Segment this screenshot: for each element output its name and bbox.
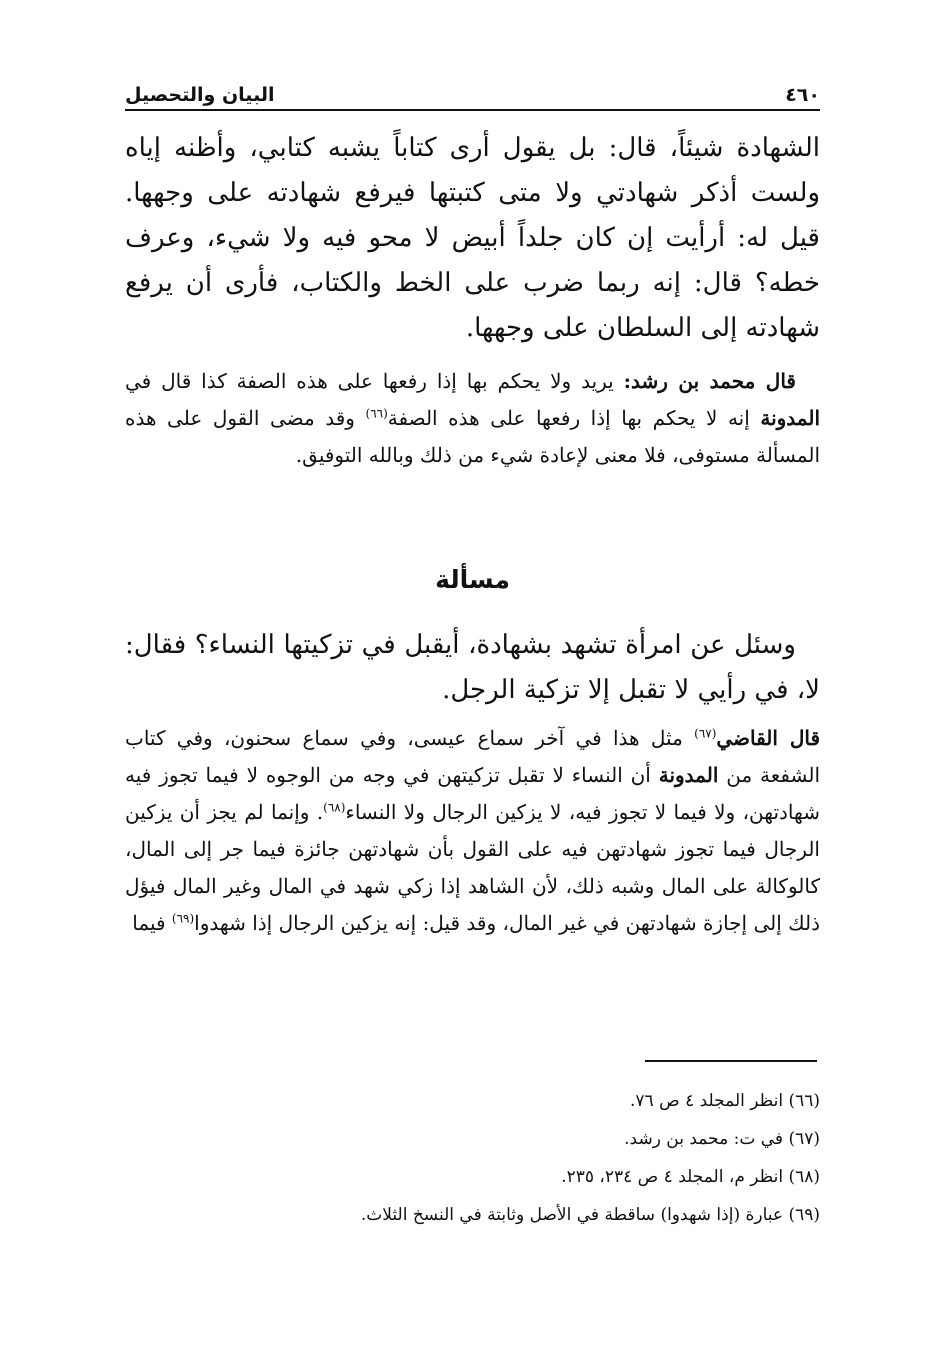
passage-1 <box>125 126 820 351</box>
question <box>125 623 820 713</box>
footnote-ref-69: (٦٩) <box>171 911 195 926</box>
commentary-2-speaker: قال القاضي <box>716 726 821 750</box>
book-title: البيان والتحصيل <box>125 84 275 106</box>
footnote-ref-68: (٦٨) <box>323 800 346 815</box>
passage-1-text: الشهادة شيئاً، قال: بل يقول أرى كتاباً يشبه كتابي، وأظنه إياه ولست أذكر شهادتي ولا متى كتبتها فيرفع شهادته على وجهها. قيل له: أرأيت إن كان جلداً أبيض لا محو فيه ولا شيء، وعرف خطه؟ قال: إنه ربما ضرب على الخط والكتاب، فأرى أن يرفع شهادته إلى السلطان على وجهها. <box>125 133 820 343</box>
commentary-2-source: المدونة <box>658 763 719 787</box>
footnote-66: (٦٦) انظر المجلد ٤ ص ٧٦. <box>630 1091 820 1111</box>
commentary-2-text-a: مثل هذا في آخر سماع عيسى، وفي سماع سحنون، وفي كتاب الشفعة من <box>125 726 821 787</box>
commentary-1-text-a: يريد ولا يحكم بها إذا رفعها على هذه الصفة كذا قال في <box>125 369 614 393</box>
commentary-1-text-c: وقد مضى القول على هذه المسألة مستوفى، فلا معنى لإعادة شيء من ذلك وبالله التوفيق. <box>125 406 820 467</box>
running-head <box>125 72 820 106</box>
footnote-68: (٦٨) انظر م، المجلد ٤ ص ٢٣٤، ٢٣٥. <box>561 1167 820 1187</box>
commentary-1-source: المدونة <box>760 406 821 430</box>
commentary-2-text-c: . وإنما لم يجز أن يزكين الرجال فيما تجوز شهادتهن فيه على القول بأن شهادتهن جائزة فيما جر إلى المال، كالوكالة على المال وشبه ذلك، لأن الشاهد إذا زكي شهد في المال وغير المال فيؤل ذلك إلى إجازة شهادتهن في غير المال، وقد قيل: إنه يزكين الرجال إذا شهدوا <box>125 800 820 935</box>
commentary-1-text-b: إنه لا يحكم بها إذا رفعها على هذه الصفة <box>387 406 750 430</box>
footnote-separator <box>645 1060 817 1062</box>
footnote-ref-66: (٦٦) <box>365 406 388 421</box>
footnote-ref-67: (٦٧) <box>694 726 717 741</box>
commentary-2 <box>125 720 820 942</box>
commentary-1 <box>125 363 820 474</box>
commentary-2-paragraph <box>125 720 820 942</box>
question-text: وسئل عن امرأة تشهد بشهادة، أيقبل في تزكيتها النساء؟ فقال: لا، في رأيي لا تقبل إلا تزكية الرجل. <box>125 630 820 705</box>
section-heading: مسألة <box>435 565 510 594</box>
commentary-1-paragraph <box>125 363 820 474</box>
footnote-69: (٦٩) عبارة (إذا شهدوا) ساقطة في الأصل وثابتة في النسخ الثلاث. <box>360 1205 820 1225</box>
page-number: ٤٦٠ <box>785 84 820 106</box>
commentary-2-text-d: فيما <box>132 911 166 935</box>
footnote-67: (٦٧) في ت: محمد بن رشد. <box>624 1129 820 1149</box>
header-rule <box>125 109 820 111</box>
commentary-2-text-b: أن النساء لا تقبل تزكيتهن في وجه من الوجوه لا فيما تجوز فيه شهادتهن، ولا فيما لا تجوز فيه، لا يزكين الرجال ولا النساء <box>125 763 821 824</box>
footnotes <box>125 1082 820 1234</box>
commentary-1-speaker: قال محمد بن رشد: <box>623 369 796 393</box>
